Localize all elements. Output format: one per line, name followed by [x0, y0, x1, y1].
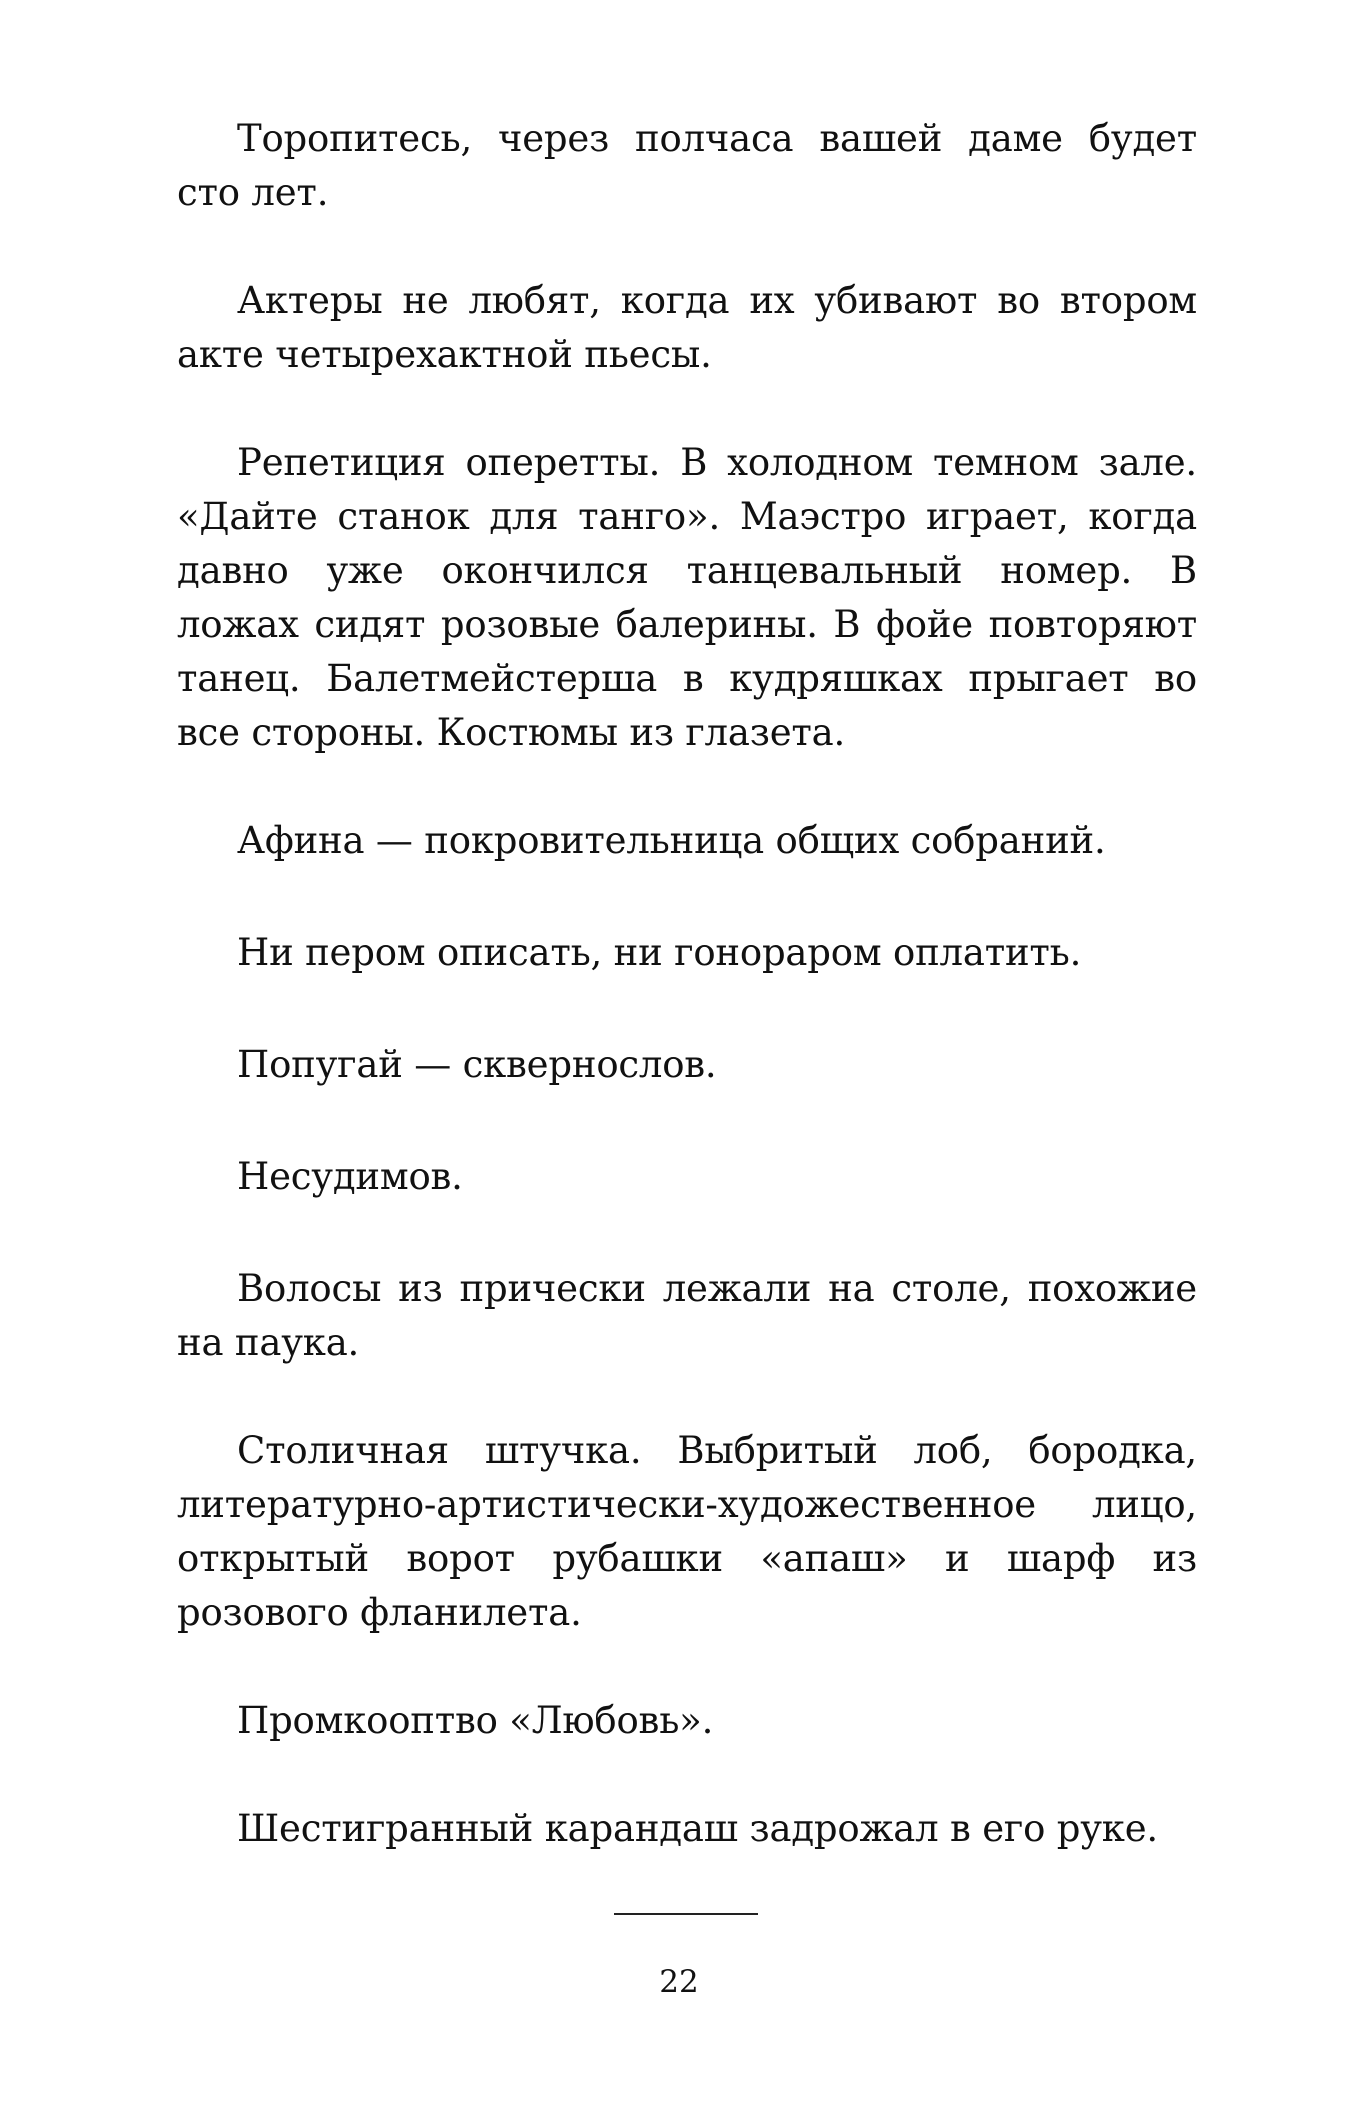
paragraph: Ни пером описать, ни гонораром оплатить. — [237, 931, 1082, 974]
paragraph: Актеры не любят, когда их убивают во втором акте четырехактной пьесы. — [177, 279, 1197, 376]
paragraph: Волосы из прически лежали на столе, похожие на паука. — [177, 1267, 1197, 1364]
paragraph: Столичная штучка. Выбритый лоб, бородка, литературно-артистически-художественное лицо, открытый ворот рубашки «апаш» и шарф из розового фланилета. — [177, 1429, 1197, 1634]
paragraph: Несудимов. — [237, 1155, 463, 1198]
footer-divider — [614, 1913, 758, 1915]
page-number: 22 — [659, 1964, 699, 2000]
paragraph: Торопитесь, через полчаса вашей даме будет сто лет. — [177, 117, 1197, 214]
paragraph: Афина — покровительница общих собраний. — [237, 819, 1106, 862]
paragraph: Шестигранный карандаш задрожал в его руке. — [237, 1807, 1158, 1850]
paragraph: Промкооптво «Любовь». — [237, 1699, 714, 1742]
text-body — [177, 112, 1197, 1856]
paragraph: Репетиция оперетты. В холодном темном зале. «Дайте станок для танго». Маэстро играет, когда давно уже окончился танцевальный номер. В ложах сидят розовые балерины. В фойе повторяют танец. Балетмейстерша в кудряшках прыгает во все стороны. Костюмы из глазета. — [177, 441, 1197, 754]
paragraph: Попугай — сквернослов. — [237, 1043, 717, 1086]
